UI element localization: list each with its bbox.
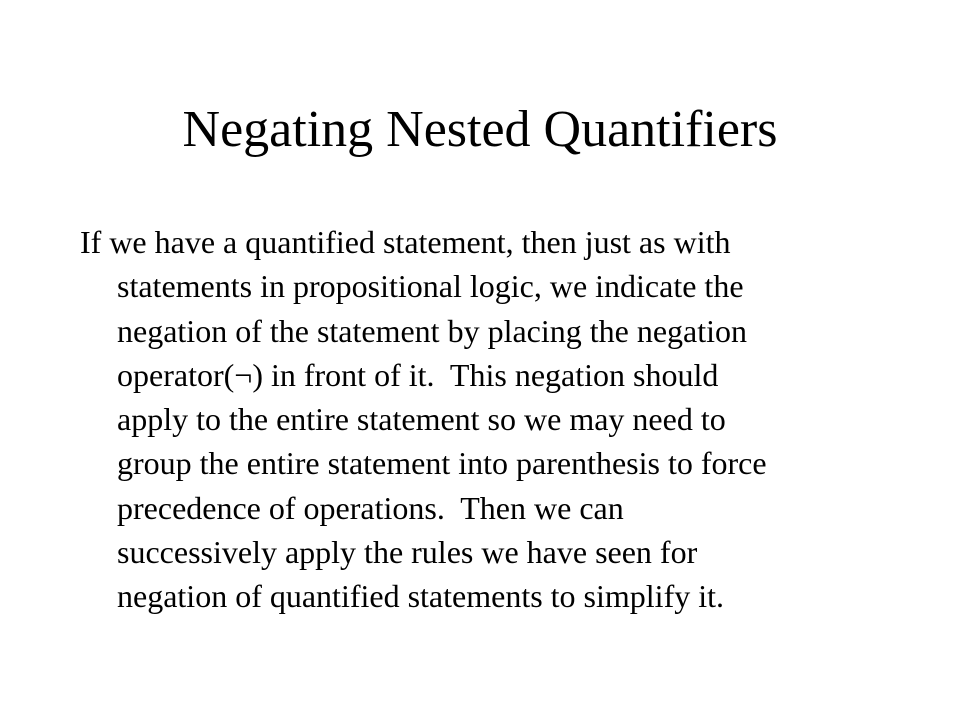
body-line-1: If we have a quantified statement, then just as with [80,224,731,260]
body-line-3: negation of the statement by placing the negation [117,312,748,349]
slide-body [80,220,900,619]
body-line-4: operator(¬) in front of it. This negation should [117,356,719,393]
body-line-7: precedence of operations. Then we can [117,489,624,526]
body-line-9: negation of quantified statements to simplify it. [117,578,724,615]
body-line-8: successively apply the rules we have seen for [117,534,698,571]
slide-title: Negating Nested Quantifiers [182,101,778,158]
body-line-5: apply to the entire statement so we may need to [117,401,726,438]
body-line-6: group the entire statement into parenthesis to force [117,445,767,482]
body-line-2: statements in propositional logic, we indicate the [117,268,744,305]
